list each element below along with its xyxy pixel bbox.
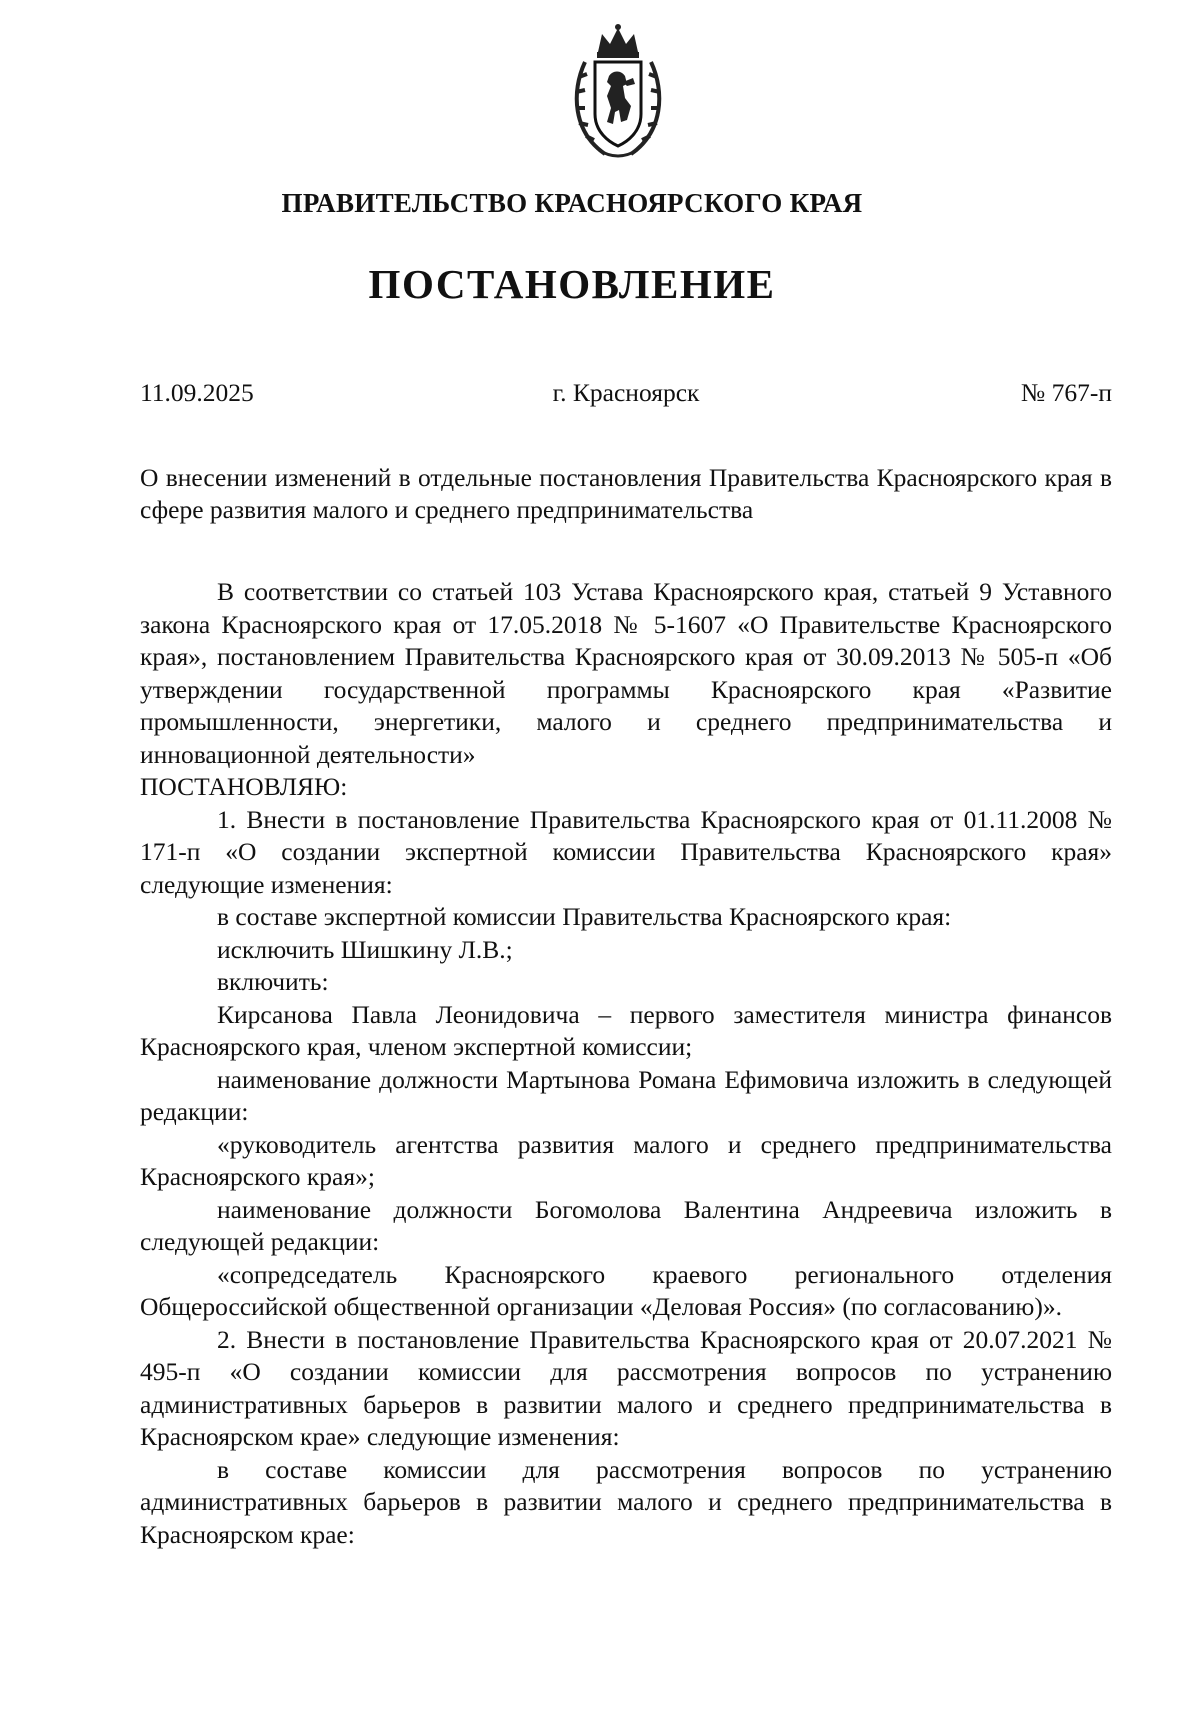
coat-of-arms-emblem [565,22,671,162]
document-date: 11.09.2025 [140,378,254,407]
document-city: г. Красноярск [552,378,700,407]
paragraph-item-1-bogomolov-position: «сопредседатель Красноярского краевого регионального отделения Общероссийской общественной организации «Деловая Россия» (по согласованию)». [140,1259,1112,1321]
paragraph-item-1-martynov-position: «руководитель агентства развития малого и среднего предпринимательства Красноярского края»; [140,1129,1112,1191]
paragraph-preamble: В соответствии со статьей 103 Устава Красноярского края, статьей 9 Уставного закона Красноярского края от 17.05.2018 № 5-1607 «О Правительстве Красноярского края», постановлением Правительства Красноярского края от 30.09.2013 № 505-п «Об утверждении государственной программы Красноярского края «Развитие промышленности, энергетики, малого и среднего предпринимательства и инновационной деятельности» [140,577,1112,769]
paragraph-item-2: 2. Внести в постановление Правительства Красноярского края от 20.07.2021 № 495-п «О создании комиссии для рассмотрения вопросов по устранению административных барьеров в развитии малого и среднего предпринимательства в Красноярском крае» следующие изменения: [140,1324,1112,1451]
document-type: ПОСТАНОВЛЕНИЕ [368,261,776,307]
document-meta-row [140,378,1112,412]
paragraph-resolve: ПОСТАНОВЛЯЮ: [140,772,348,801]
paragraph-item-1-kirsanov: Кирсанова Павла Леонидовича – первого заместителя министра финансов Красноярского края, членом экспертной комиссии; [140,999,1112,1061]
paragraph-item-1: 1. Внести в постановление Правительства Красноярского края от 01.11.2008 № 171-п «О создании экспертной комиссии Правительства Красноярского края» следующие изменения: [140,804,1112,899]
paragraph-item-1-composition: в составе экспертной комиссии Правительства Красноярского края: [217,902,952,931]
paragraph-item-2-composition: в составе комиссии для рассмотрения вопросов по устранению административных барьеров в развитии малого и среднего предпринимательства в Красноярском крае: [140,1454,1112,1549]
document-body [140,576,1112,1551]
paragraph-item-1-include: включить: [217,967,329,996]
organization-name: ПРАВИТЕЛЬСТВО КРАСНОЯРСКОГО КРАЯ [281,188,863,218]
document-number: № 767-п [1020,378,1112,407]
document-title-block [140,462,1112,526]
paragraph-item-1-bogomolov: наименование должности Богомолова Валентина Андреевича изложить в следующей редакции: [140,1194,1112,1256]
paragraph-item-1-exclude: исключить Шишкину Л.В.; [217,934,513,964]
paragraph-item-1-martynov: наименование должности Мартынова Романа Ефимовича изложить в следующей редакции: [140,1064,1112,1126]
document-title: О внесении изменений в отдельные постановления Правительства Красноярского края в сфере развития малого и среднего предпринимательства [140,463,1112,524]
